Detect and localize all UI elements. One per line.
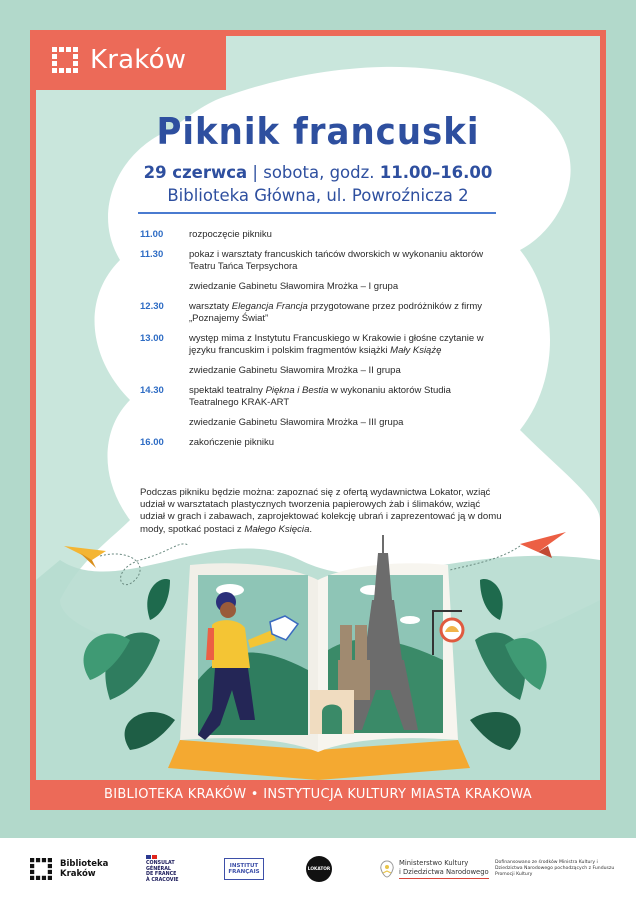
schedule-desc (189, 333, 500, 357)
schedule-time: 11.30 (140, 249, 164, 260)
logo-line: Kraków (60, 869, 96, 879)
logo-biblioteka-krakow (30, 838, 108, 900)
biblioteka-krakow-text (60, 859, 108, 879)
schedule-item (140, 385, 500, 409)
schedule-time: 14.30 (140, 385, 164, 396)
event-title: Piknik francuski (156, 110, 480, 154)
krakow-logo (30, 30, 226, 90)
logo-line: i Dziedzictwa Narodowego (399, 867, 489, 876)
additional-info (140, 487, 505, 536)
schedule-desc (189, 301, 500, 325)
desc-title: Piękna i Bestia (265, 385, 329, 396)
date-weekday: sobota, godz. (263, 163, 380, 182)
schedule-item (140, 301, 500, 325)
logo-line: FRANÇAIS (228, 869, 260, 875)
ministerstwo-text (399, 859, 489, 878)
schedule (140, 229, 500, 457)
funding-info (495, 838, 615, 900)
logo-line: Ministerstwo Kultury (399, 859, 469, 868)
date-separator: | (247, 163, 264, 182)
schedule-time (140, 281, 189, 293)
schedule-item (140, 281, 500, 293)
logo-line: CONSULAT (146, 861, 175, 866)
funding-text: Dofinansowano ze środków Ministra Kultury i Dziedzictwa Narodowego pochodzących z Funduszu Promocji Kultury (495, 860, 615, 877)
logo-consulat (146, 838, 179, 900)
schedule-item (140, 365, 500, 377)
logo-line: Biblioteka (60, 859, 109, 869)
desc-title: Elegancja Francja (231, 301, 308, 312)
schedule-desc (189, 385, 500, 409)
schedule-desc: zwiedzanie Gabinetu Sławomira Mrożka – III grupa (189, 417, 404, 428)
note-text: . (309, 523, 313, 535)
schedule-time: 12.30 (140, 301, 164, 312)
desc-text: przygotowane przez podróżników z firmy „Poznajemy Świat” (189, 301, 483, 324)
schedule-item (140, 249, 500, 273)
logo-line: DE FRANCE (146, 872, 177, 877)
desc-text: spektakl teatralny (189, 385, 266, 396)
lokator-badge: LOKATOR (306, 856, 332, 882)
event-date (0, 163, 636, 182)
desc-text: występ mima z Instytutu Francuskiego w Krakowie i głośne czytanie w języku francuskim i polskim fragmentów książki (189, 333, 484, 356)
schedule-time (140, 365, 189, 377)
desc-text: warsztaty (189, 301, 232, 312)
date-bold: 29 czerwca (143, 163, 248, 182)
logo-ministerstwo (378, 838, 489, 900)
schedule-item (140, 417, 500, 429)
logo-institut-francais (224, 838, 264, 900)
schedule-desc: zakończenie pikniku (189, 437, 275, 448)
schedule-time (140, 417, 189, 429)
schedule-desc: pokaz i warsztaty francuskich tańców dworskich w wykonaniu aktorów Teatru Tańca Terpsychora (189, 249, 484, 272)
institut-francais-box (224, 858, 264, 880)
note-title: Małego Księcia (244, 523, 310, 535)
event-hours: 11.00–16.00 (379, 163, 493, 182)
schedule-desc: zwiedzanie Gabinetu Sławomira Mrożka – I grupa (189, 281, 399, 292)
schedule-item (140, 437, 500, 449)
biblioteka-krakow-logo-icon (30, 858, 52, 880)
logo-line: À CRACOVIE (146, 877, 179, 883)
logo-line: GÉNÉRAL (146, 866, 171, 872)
schedule-time: 11.00 (140, 229, 164, 240)
polish-eagle-icon (378, 859, 396, 879)
krakow-city-logo-icon (52, 47, 78, 73)
desc-title: Mały Książę (390, 345, 442, 356)
schedule-desc: rozpoczęcie pikniku (189, 229, 272, 240)
note-text: Podczas pikniku będzie można: zapoznać się z ofertą wydawnictwa Lokator, wziąć udział w warsztatach plastycznych tworzenia papierowych żab i ślimaków, wziąć udział w grach i zabawach, zaprojektować kolekcję ubrań i zaprezentować ją w domu mody, spotkać postaci z (140, 487, 502, 535)
schedule-item (140, 333, 500, 357)
french-flag-icon (146, 855, 179, 859)
logo-line: INSTITUT (229, 863, 259, 869)
logo-text: Kraków (90, 45, 187, 75)
event-place: Biblioteka Główna, ul. Powroźnicza 2 (167, 186, 469, 205)
schedule-desc: zwiedzanie Gabinetu Sławomira Mrożka – II grupa (189, 365, 401, 376)
schedule-time: 16.00 (140, 437, 164, 448)
logo-lokator (306, 838, 332, 900)
schedule-item (140, 229, 500, 241)
divider (138, 212, 496, 214)
schedule-time: 13.00 (140, 333, 164, 344)
footer-banner: BIBLIOTEKA KRAKÓW • INSTYTUCJA KULTURY MIASTA KRAKOWA (30, 780, 606, 810)
partner-logos (0, 838, 636, 900)
consulat-text (146, 855, 179, 883)
desc-text: w wykonaniu aktorów Studia Teatralnego KRAK-ART (189, 385, 451, 408)
